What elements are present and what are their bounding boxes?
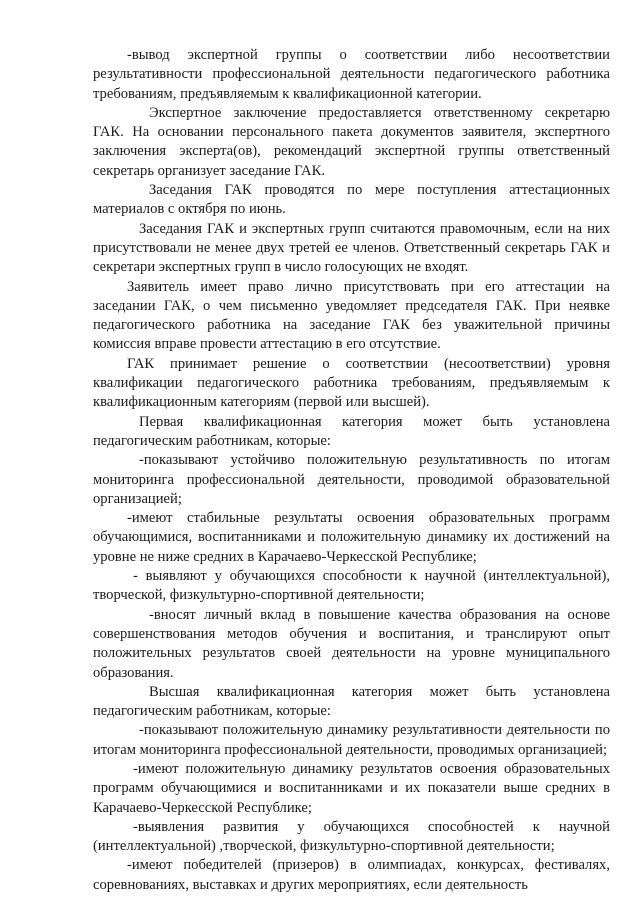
- paragraph-applicant-rights: Заявитель имеет право лично присутствовать при его аттестации на заседании ГАК, о чем письменно уведомляет председателя ГАК. При неявке педагогического работника на заседание ГАК без уважительной причины комиссия вправе провести аттестацию в его отсутствие.: [93, 278, 610, 353]
- list-item-highest-4: -имеют победителей (призеров) в олимпиадах, конкурсах, фестивалях, соревнованиях, выставках и других мероприятиях, если деятельность: [93, 857, 610, 893]
- list-item-highest-3: -выявления развития у обучающихся способностей к научной (интеллектуальной) ,творческой, физкультурно-спортивной деятельности;: [93, 818, 610, 855]
- list-item-first-1: -показывают устойчиво положительную результативность по итогам мониторинга профессиональной деятельности, проводимой образовательной организацией;: [93, 452, 610, 507]
- paragraph-gak-decision: ГАК принимает решение о соответствии (несоответствии) уровня квалификации педагогического работника требованиям, предъявляемым к квалификационным категориям (первой или высшей).: [93, 355, 610, 411]
- paragraph-quorum: Заседания ГАК и экспертных групп считаются правомочным, если на них присутствовали не менее двух третей ее членов. Ответственный секретарь ГАК и секретари экспертных групп в число голосующих не входят.: [93, 220, 610, 276]
- list-item-highest-1: -показывают положительную динамику результативности деятельности по итогам мониторинга профессиональной деятельности, проводимых организацией;: [93, 722, 610, 758]
- list-item-first-4: -вносят личный вклад в повышение качества образования на основе совершенствования методов обучения и воспитания, и транслируют опыт положительных результатов своей деятельности на уровне муниципального образования.: [93, 606, 610, 681]
- paragraph-first-category-intro: Первая квалификационная категория может быть установлена педагогическим работникам, которые:: [93, 413, 610, 449]
- list-item-highest-2: -имеют положительную динамику результатов освоения образовательных программ обучающимися и воспитанниками и их показатели выше средних в Карачаево-Черкесской Республике;: [93, 760, 610, 816]
- list-item-first-3: - выявляют у обучающихся способности к научной (интеллектуальной), творческой, физкультурно-спортивной деятельности;: [93, 568, 610, 604]
- paragraph-highest-category-intro: Высшая квалификационная категория может быть установлена педагогическим работникам, которые:: [93, 683, 610, 720]
- paragraph-meeting-schedule: Заседания ГАК проводятся по мере поступления аттестационных материалов с октября по июнь.: [93, 182, 610, 218]
- list-item-first-2: -имеют стабильные результаты освоения образовательных программ обучающимися, воспитанниками и положительную динамику их достижений на уровне не ниже средних в Карачаево-Черкесской Республике;: [93, 510, 610, 565]
- paragraph-expert-opinion: Экспертное заключение предоставляется ответственному секретарю ГАК. На основании персонального пакета документов заявителя, экспертного заключения эксперта(ов), рекомендаций экспертной группы ответственный секретарь организует заседание ГАК.: [93, 104, 610, 179]
- paragraph-expert-group-conclusion: -вывод экспертной группы о соответствии либо несоответствии результативности профессиональной деятельности педагогического работника требованиям, предъявляемым к квалификационной категории.: [93, 47, 610, 102]
